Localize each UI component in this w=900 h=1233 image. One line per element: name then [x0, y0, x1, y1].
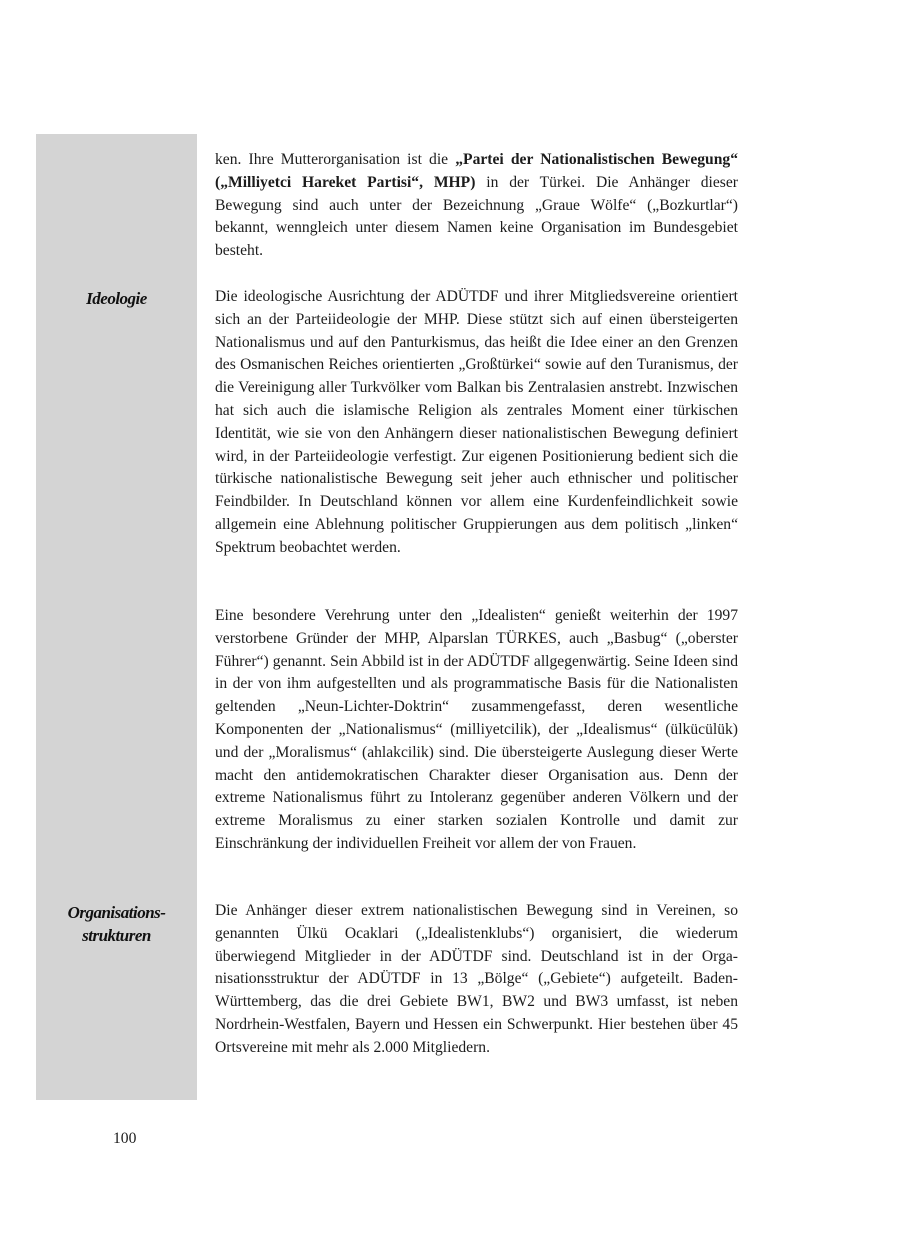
- margin-heading-org-line2: strukturen: [82, 925, 151, 945]
- paragraph-verehrung: Eine besondere Verehrung unter den „Idealisten“ genießt weiterhin der 1997 verstorbene Gründer der MHP, Alparslan TÜRKES, auch „Basbug“ („oberster Führer“) genannt. Sein Abbild ist in der ADÜTDF allgegenwärtig. Seine Ideen sind in der von ihm aufgestellten und als programmatische Basis für die Nationalisten geltenden „Neun-Lichter-Doktrin“ zusammengefasst, deren wesentliche Komponenten der „Nationalismus“ (milliyetcilik), der „Idealismus“ (ülkücülük) und der „Moralismus“ (ahlakcilik) sind. Die übersteigerte Auslegung dieser Werte macht den antidemokratischen Charakter dieser Organisation aus. Denn der extreme Nationalismus führt zu Intoleranz gegenüber anderen Völkern und der extreme Moralismus zu einer starken sozialen Kontrolle und damit zur Einschränkung der individuellen Freiheit vor allem der von Frauen.: [215, 607, 738, 852]
- margin-heading-organisationsstrukturen: [36, 902, 197, 948]
- sidebar-band: [36, 134, 197, 1100]
- margin-heading-ideologie: [36, 288, 197, 311]
- page-number: 100: [113, 1130, 137, 1147]
- paragraph-organisationsstrukturen: Die Anhänger dieser extrem nationalistischen Bewegung sind in Vereinen, so genannten Ülkü Ocaklari („Idealistenklubs“) organisiert, die wiederum überwiegend Mitglieder in der ADÜTDF sind. Deutschland ist in der Organisationsstruktur der ADÜTDF in 13 „Bölge“ („Gebiete“) aufgeteilt. Baden-Württemberg, das die drei Gebiete BW1, BW2 und BW3 umfasst, ist neben Nordrhein-Westfalen, Bayern und Hessen ein Schwerpunkt. Hier bestehen über 45 Ortsvereine mit mehr als 2.000 Mitgliedern.: [215, 902, 738, 1056]
- paragraph-intro-bold-organisation: „Partei der Nationalistischen Bewegung“ („Milliyetci Hareket Partisi“, MHP): [215, 151, 738, 191]
- margin-heading-org-line1: Organisations-: [67, 903, 166, 922]
- paragraph-intro-text-a: ken. Ihre Mutterorganisation ist die: [215, 151, 456, 168]
- paragraph-intro: [215, 149, 738, 263]
- margin-heading-ideologie-text: Ideologie: [86, 289, 147, 308]
- paragraph-ideologie: Die ideologische Ausrichtung der ADÜTDF und ihrer Mitgliedsvereine orientiert sich an der Parteiideologie der MHP. Diese stützt sich auf einen übersteigerten Nationalismus und auf den Panturkismus, das heißt die Idee einer an den Grenzen des Osmanischen Reiches orientierten „Großtürkei“ sowie auf den Turanismus, der die Vereinigung aller Turkvölker vom Balkan bis Zentralasien anstrebt. Inzwischen hat sich auch die islamische Religion als zentrales Moment einer türkischen Identität, wie sie von den Anhängern dieser nationalistischen Bewegung definiert wird, in der Parteiideologie verfestigt. Zur eigenen Positionierung bedient sich die türkische nationalistische Bewegung seit jeher auch ethnischer und politischer Feindbilder. In Deutschland können vor allem eine Kurdenfeindlichkeit sowie allgemein eine Ablehnung politischer Gruppierungen aus dem politisch „linken“ Spektrum beobachtet werden.: [215, 288, 738, 556]
- paragraph-intro-text-c: in der Türkei. Die Anhänger dieser Bewegung sind auch unter der Bezeichnung „Graue Wölfe“ („Bozkurtlar“) bekannt, wenngleich unter diesem Namen keine Organisation im Bundesgebiet besteht.: [215, 173, 738, 260]
